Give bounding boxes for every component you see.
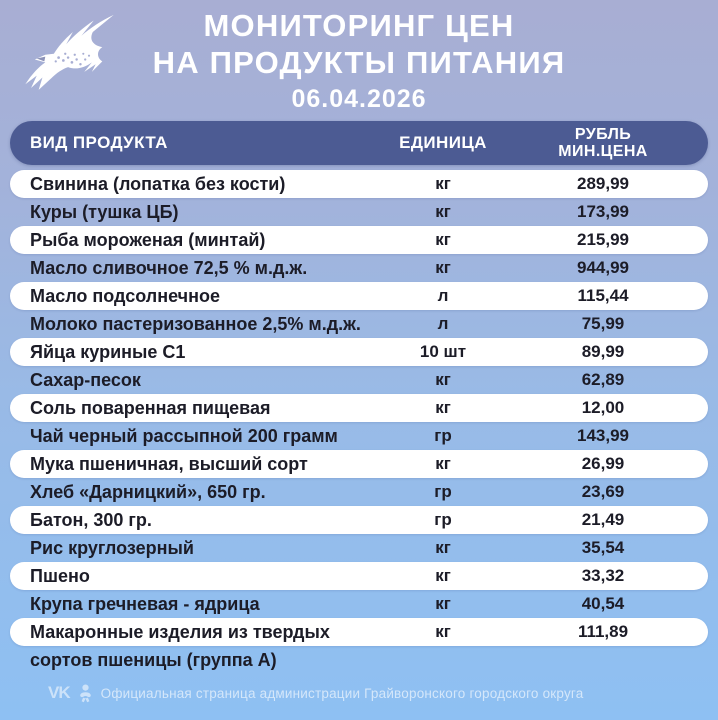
poster-header xyxy=(0,0,718,121)
product-price: 12,00 xyxy=(581,398,625,417)
product-unit: кг xyxy=(435,202,451,221)
table-header-row xyxy=(10,121,708,165)
product-unit: кг xyxy=(435,594,451,613)
product-unit: кг xyxy=(435,538,451,557)
poster-date: 06.04.2026 xyxy=(291,85,427,113)
poster-title-line1: МОНИТОРИНГ ЦЕН xyxy=(203,8,515,43)
column-header-price-line2: МИН.ЦЕНА xyxy=(558,143,648,160)
product-price: 26,99 xyxy=(581,454,625,473)
table-row xyxy=(10,534,708,562)
product-name: Макаронные изделия из твердых xyxy=(30,621,330,642)
product-unit: кг xyxy=(435,622,451,641)
table-row xyxy=(10,170,708,198)
product-name: Хлеб «Дарницкий», 650 гр. xyxy=(30,481,266,502)
vk-icon: VK xyxy=(48,683,70,702)
product-name: Масло подсолнечное xyxy=(30,285,221,306)
product-unit: кг xyxy=(435,454,451,473)
product-price: 173,99 xyxy=(577,202,629,221)
table-row xyxy=(10,282,708,310)
table-row xyxy=(10,450,708,478)
product-name: Рис круглозерный xyxy=(30,537,194,558)
product-price: 40,54 xyxy=(581,594,625,613)
table-row xyxy=(10,226,708,254)
product-name: Соль поваренная пищевая xyxy=(30,397,271,418)
table-row xyxy=(10,478,708,506)
poster-footer xyxy=(48,683,718,703)
column-header-price xyxy=(498,126,708,160)
table-row xyxy=(10,254,708,282)
product-name: Молоко пастеризованное 2,5% м.д.ж. xyxy=(30,313,361,334)
product-price: 115,44 xyxy=(577,286,629,305)
product-price: 143,99 xyxy=(577,426,629,445)
table-row xyxy=(10,422,708,450)
ok-icon xyxy=(79,684,92,703)
product-unit: л xyxy=(437,286,449,305)
column-header-unit: ЕДИНИЦА xyxy=(399,133,487,152)
product-name: Куры (тушка ЦБ) xyxy=(30,201,179,222)
product-unit: кг xyxy=(435,258,451,277)
product-name-wrap-line: сортов пшеницы (группа А) xyxy=(30,649,277,670)
product-name: Батон, 300 гр. xyxy=(30,509,152,530)
column-header-price-line1: РУБЛЬ xyxy=(574,126,632,143)
table-row xyxy=(10,198,708,226)
product-price: 89,99 xyxy=(581,342,625,361)
product-unit: л xyxy=(437,314,449,333)
table-row xyxy=(10,366,708,394)
product-price: 111,89 xyxy=(577,622,629,641)
product-price: 62,89 xyxy=(581,370,625,389)
product-name: Рыба мороженая (минтай) xyxy=(30,229,266,250)
product-price: 21,49 xyxy=(581,510,625,529)
product-unit: кг xyxy=(435,398,451,417)
poster-title-line2: НА ПРОДУКТЫ ПИТАНИЯ xyxy=(152,45,566,80)
product-unit: гр xyxy=(434,426,452,445)
table-row xyxy=(10,562,708,590)
product-unit: 10 шт xyxy=(419,342,467,361)
product-unit: кг xyxy=(435,370,451,389)
product-name: Масло сливочное 72,5 % м.д.ж. xyxy=(30,257,308,278)
product-name: Сахар-песок xyxy=(30,369,141,390)
table-row xyxy=(10,338,708,366)
table-row xyxy=(10,310,708,338)
table-row xyxy=(10,506,708,534)
product-price: 215,99 xyxy=(577,230,629,249)
product-unit: кг xyxy=(435,230,451,249)
table-row xyxy=(10,394,708,422)
product-name: Пшено xyxy=(30,565,90,586)
product-name: Яйца куриные С1 xyxy=(30,341,186,362)
product-unit: гр xyxy=(434,510,452,529)
product-price: 75,99 xyxy=(581,314,625,333)
product-price: 33,32 xyxy=(581,566,625,585)
product-unit: кг xyxy=(435,174,451,193)
footer-caption: Официальная страница администрации Грайворонского городского округа xyxy=(100,685,584,701)
column-header-product: ВИД ПРОДУКТА xyxy=(30,133,168,152)
product-unit: кг xyxy=(435,566,451,585)
product-name: Мука пшеничная, высший сорт xyxy=(30,453,308,474)
product-name: Свинина (лопатка без кости) xyxy=(30,173,286,194)
table-row xyxy=(10,590,708,618)
product-price: 23,69 xyxy=(581,482,625,501)
table-body xyxy=(0,170,718,646)
product-price: 289,99 xyxy=(577,174,629,193)
product-name: Чай черный рассыпной 200 грамм xyxy=(30,425,338,446)
product-price: 35,54 xyxy=(581,538,625,557)
product-name: Крупа гречневая - ядрица xyxy=(30,593,260,614)
product-unit: гр xyxy=(434,482,452,501)
table-row xyxy=(10,618,708,646)
product-price: 944,99 xyxy=(577,258,629,277)
bird-logo-icon xyxy=(20,12,120,107)
